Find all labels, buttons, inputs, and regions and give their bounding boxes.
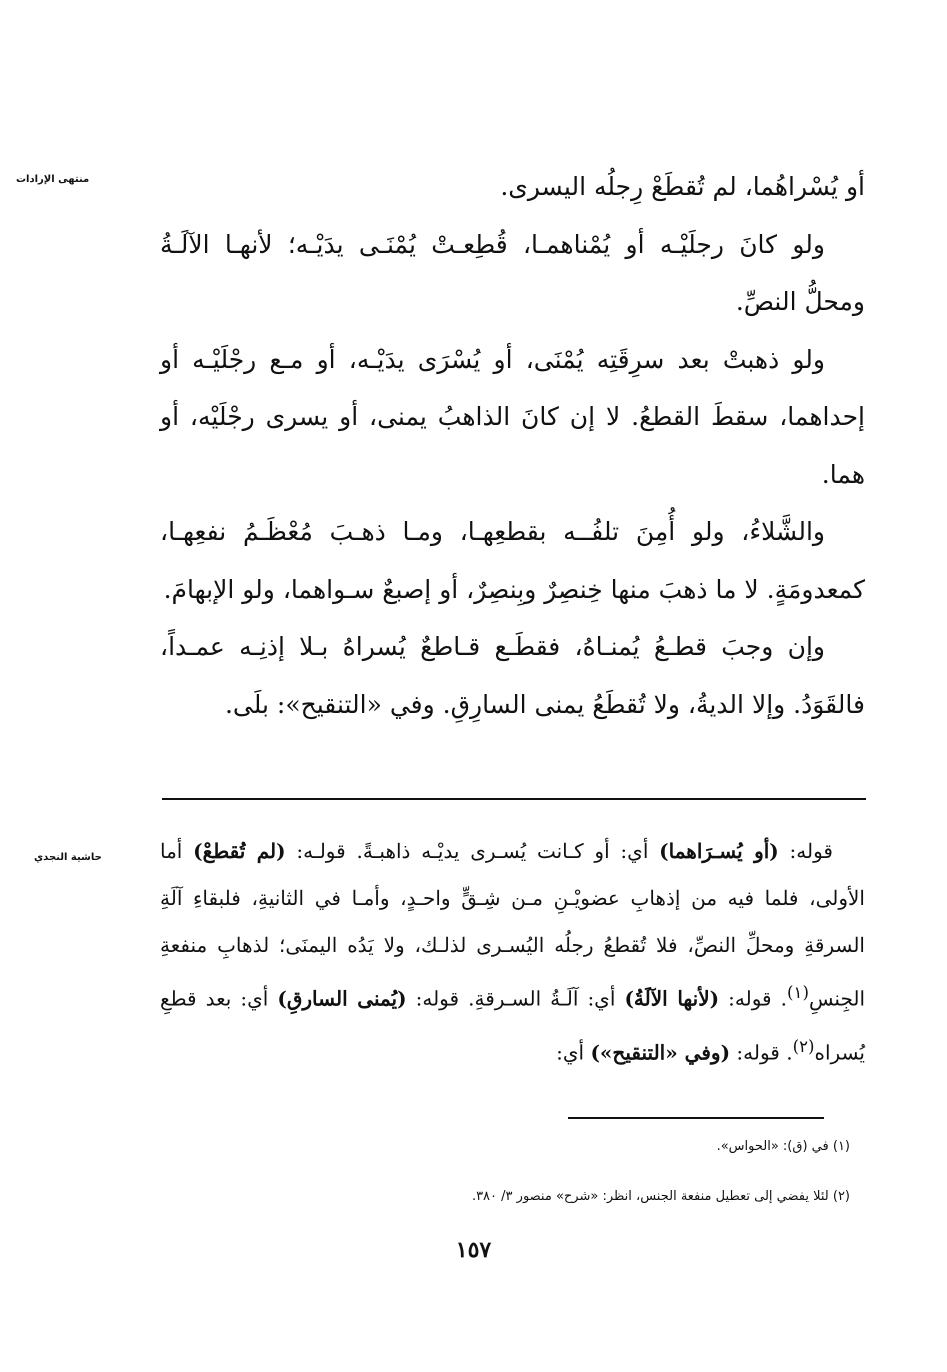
commentary-quote: (لأنها الآلَةُ) bbox=[624, 986, 720, 1011]
footnote-ref: (٢) bbox=[792, 1036, 815, 1056]
main-paragraph-5: وإن وجبَ قطـعُ يُمنـاهُ، فقطَـع قـاطعٌ يُسراهُ بـلا إذنِـه عمـداً، فالقَوَدُ. وإلا الديةُ، ولا تُقطَعُ يمنى السارِقِ. وفي «التنقيح»: بلَى. bbox=[160, 632, 865, 719]
commentary-quote: (أو يُسـرَاهما) bbox=[659, 839, 779, 863]
page-number: ١٥٧ bbox=[455, 1237, 492, 1263]
main-text-block bbox=[160, 158, 865, 733]
commentary-text: . قوله: bbox=[736, 1040, 793, 1065]
running-header-title: منتهى الإرادات bbox=[16, 174, 90, 185]
main-paragraph-3: ولو ذهبتْ بعد سرِقَتِه يُمْنَى، أو يُسْرَى يدَيْـه، أو مـع رجْلَيْـه أو إحداهما، سقطَ القطعُ. لا إن كانَ الذاهبُ يمنى، أو يسرى رجْلَيْه، أو هما. bbox=[160, 344, 865, 489]
commentary-label: قوله: bbox=[789, 839, 833, 863]
commentary-text: أي: آلَـةُ السـرقةِ. قوله: bbox=[415, 986, 616, 1011]
commentary-section-label: حاشية النجدي bbox=[34, 852, 102, 863]
main-text-divider bbox=[162, 798, 866, 800]
commentary-text: أما الأولى، فلما فيه من إذهابِ عضويْـنِ مـن شِـقٍّ واحـدٍ، وأمـا في الثانيةِ، فلبقاءِ آلَةِ السرقةِ ومحلِّ النصِّ، فلا تُقطعُ رجلُه اليُسـرى لذلـك، ولا يَدُه اليمنَى؛ لذهابِ منفعةِ الجِنسِ bbox=[160, 839, 866, 1011]
main-paragraph-4: والشَّلاءُ، ولو أُمِنَ تلفُــه بقطعِهـا، ومـا ذهـبَ مُعْظَـمُ نفعِهـا، كمعدومَةٍ. لا ما ذهبَ منها خِنصِرٌ وبِنصِرٌ، أو إصبعٌ سـواهما، ولو الإبهامَ. bbox=[160, 517, 865, 604]
commentary-paragraph bbox=[160, 828, 865, 1076]
footnote-2: (٢) لئلا يفضي إلى تعطيل منفعة الجنس، انظر: «شرح» منصور ٣/ ٣٨٠. bbox=[471, 1189, 850, 1204]
main-paragraph-1: أو يُسْراهُما، لم تُقطَعْ رِجلُه اليسرى. bbox=[500, 172, 865, 201]
commentary-text: أي: بعد قطعِ يُسراه bbox=[160, 986, 865, 1065]
commentary-text: أي: أو كـانت يُسـرى يديْـه ذاهبـةً. قولـه: bbox=[296, 839, 649, 863]
footnote-divider bbox=[568, 1117, 824, 1119]
main-paragraph-2: ولو كانَ رجلَيْـه أو يُمْناهمـا، قُطِعـتْ يُمْنَـى يدَيْـه؛ لأنهـا الآلَـةُ ومحلُّ النصِّ. bbox=[160, 229, 865, 316]
footnote-ref: (١) bbox=[786, 983, 809, 1002]
commentary-quote: (يُمنى السارقِ) bbox=[277, 986, 407, 1011]
commentary-block bbox=[160, 828, 865, 1076]
commentary-text: . قوله: bbox=[728, 986, 787, 1011]
footnote-1: (١) في (ق): «الحواس». bbox=[716, 1139, 850, 1154]
commentary-quote: (لم تُقطعْ) bbox=[193, 839, 286, 863]
commentary-quote: (وفي «التنقيح») bbox=[590, 1040, 731, 1065]
commentary-text: أي: bbox=[556, 1040, 585, 1065]
